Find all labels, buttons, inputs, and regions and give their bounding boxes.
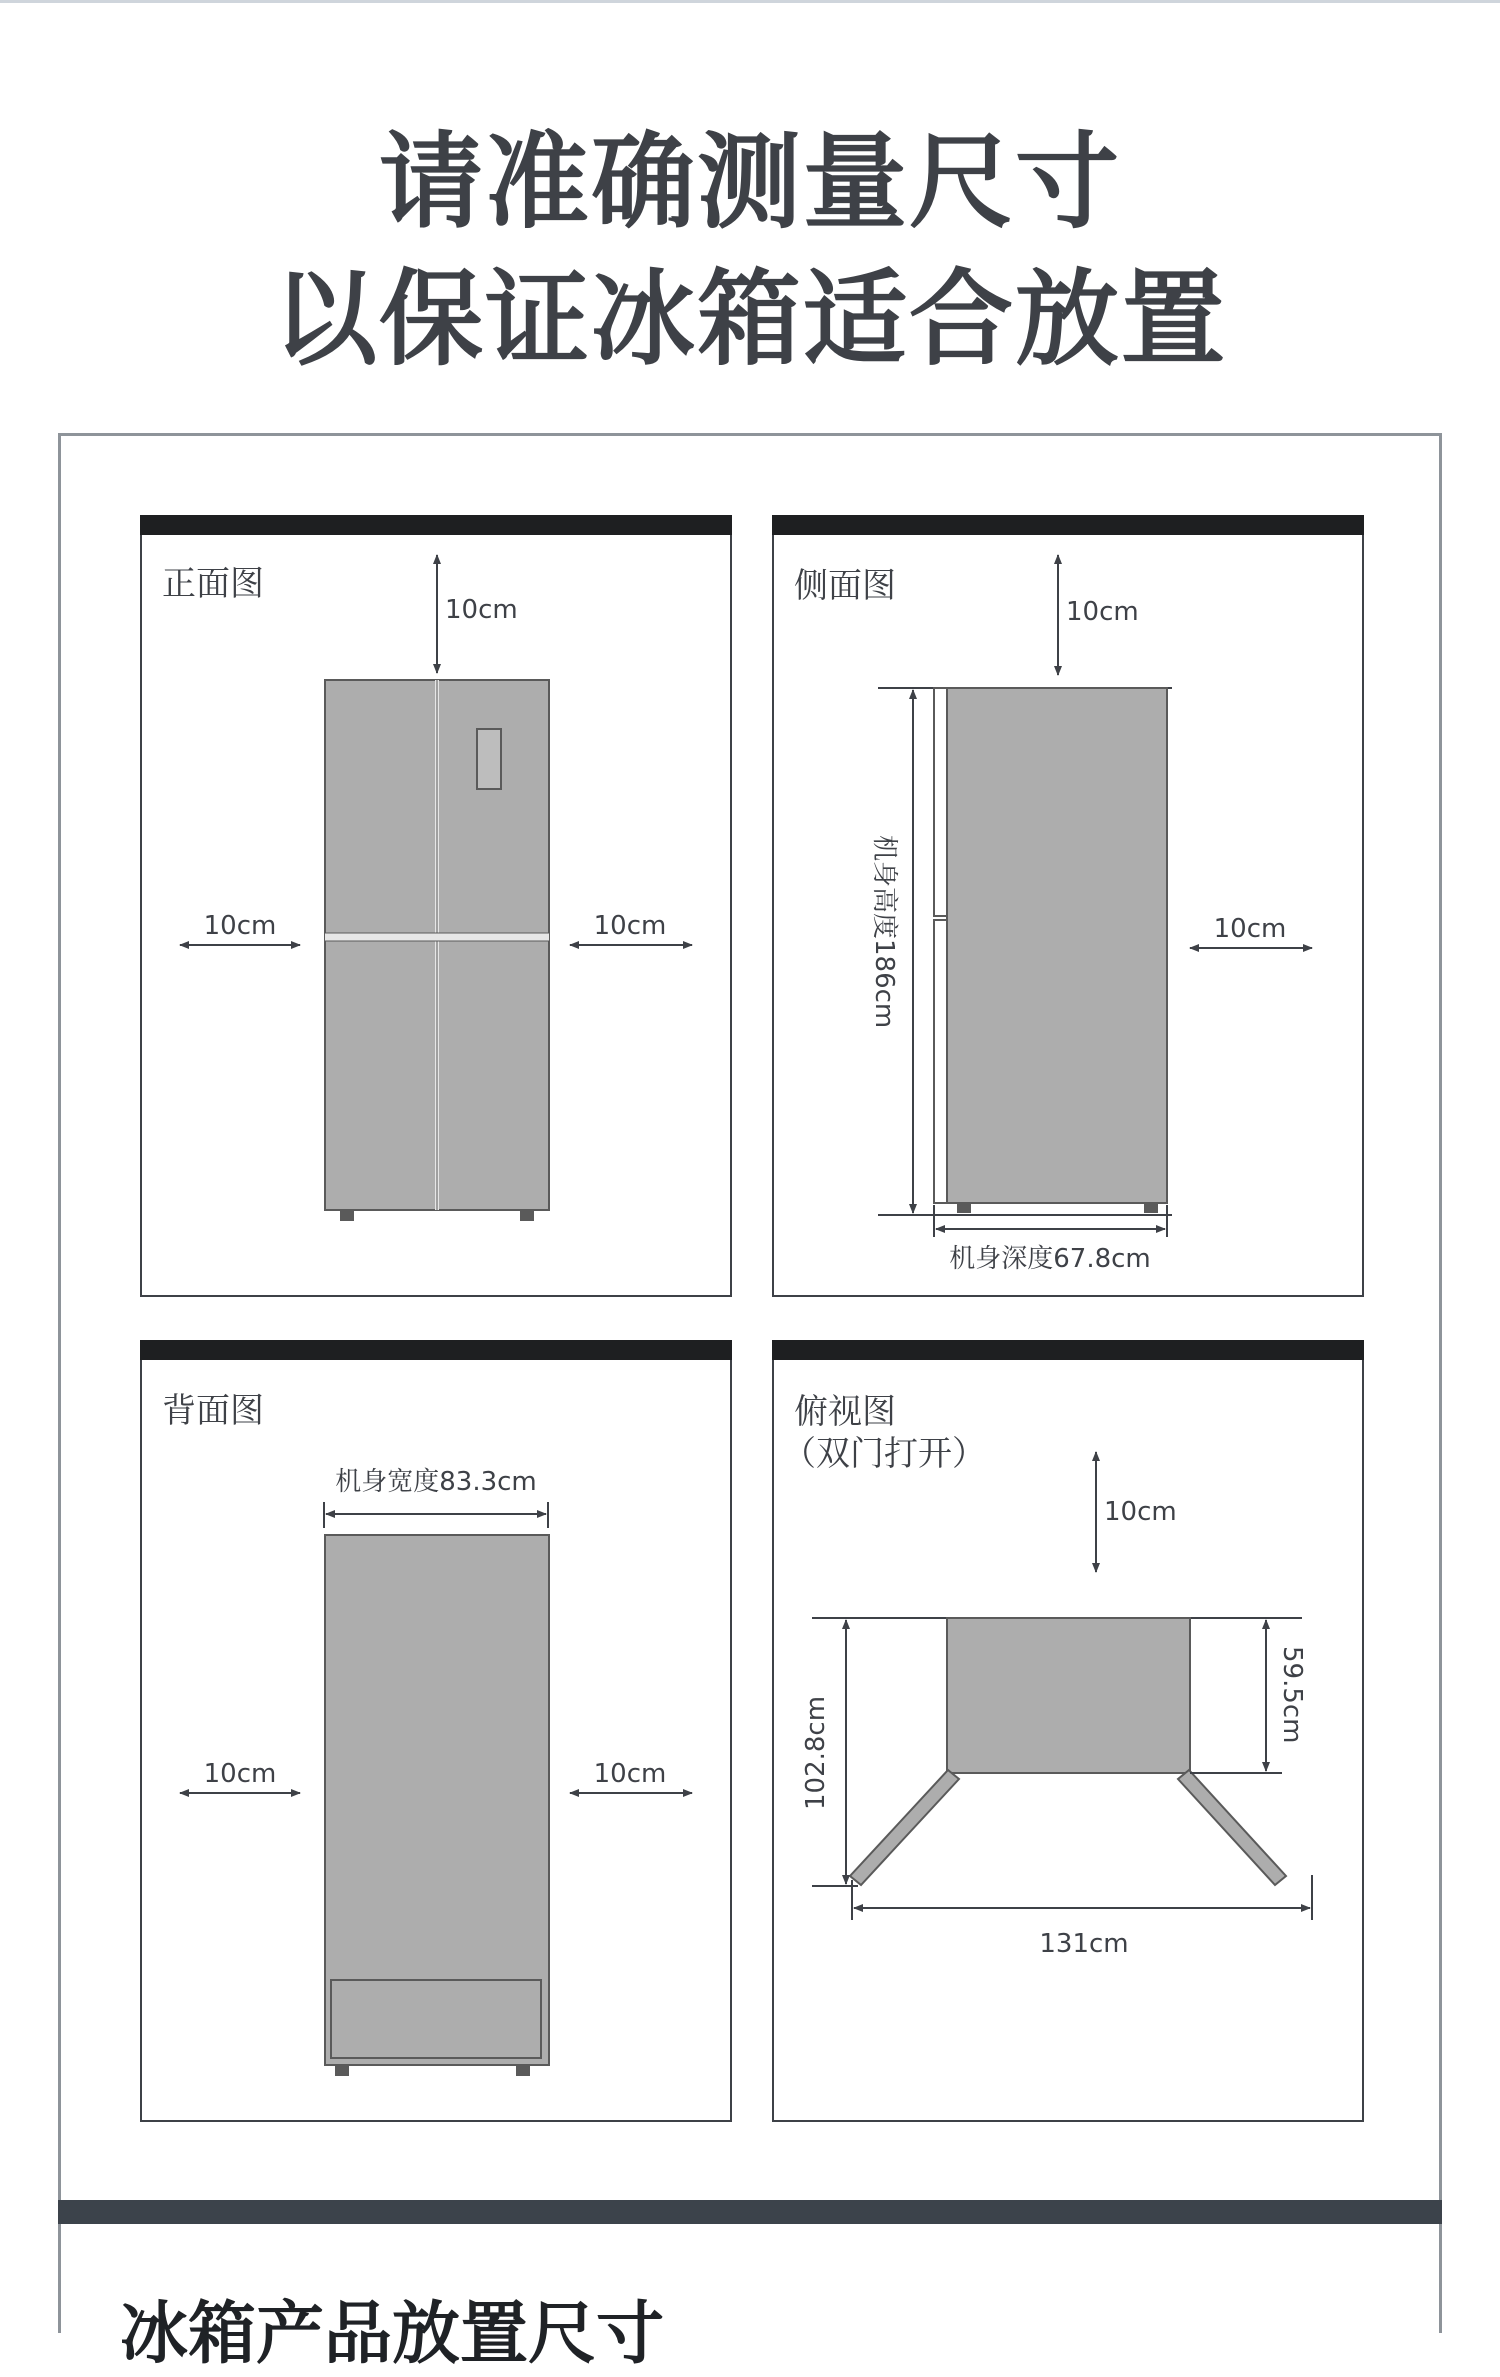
front-view-panel <box>140 515 732 1297</box>
foot-right <box>1144 1203 1158 1213</box>
top-open-depth-label: 102.8cm <box>801 1695 831 1810</box>
footer-title: 冰箱产品放置尺寸 <box>120 2295 665 2374</box>
front-right-gap-label: 10cm <box>593 911 667 941</box>
front-left-gap-label: 10cm <box>203 911 277 941</box>
panel-header-bar <box>140 515 732 535</box>
fridge-side <box>934 688 1167 1213</box>
front-top-gap-label: 10cm <box>445 595 518 625</box>
back-right-gap-label: 10cm <box>593 1759 667 1789</box>
foot-right <box>520 1210 534 1221</box>
side-top-gap-label: 10cm <box>1066 597 1139 627</box>
foot-left <box>957 1203 971 1213</box>
top-top-gap-label: 10cm <box>1104 1497 1177 1527</box>
back-width-label: 机身宽度83.3cm <box>335 1467 537 1497</box>
fridge-front <box>325 680 549 1221</box>
back-view-title: 背面图 <box>162 1391 264 1431</box>
side-right-gap-label: 10cm <box>1213 914 1287 944</box>
compressor-cover <box>331 1980 541 2058</box>
side-depth-label: 机身深度67.8cm <box>949 1244 1151 1274</box>
side-view-title: 侧面图 <box>794 566 896 606</box>
headline-line-2: 以保证冰箱适合放置 <box>272 258 1227 380</box>
top-open-width-label: 131cm <box>1039 1929 1129 1959</box>
side-height-label: 机身高度186cm <box>869 835 899 1029</box>
panel-header-bar <box>772 515 1364 535</box>
top-divider <box>0 0 1500 3</box>
top-view-title: 俯视图 <box>794 1392 896 1432</box>
foot-left <box>335 2065 349 2076</box>
top-view-subtitle: （双门打开） <box>782 1434 986 1474</box>
top-body-depth-label: 59.5cm <box>1277 1646 1307 1744</box>
panel-header-bar <box>140 1340 732 1360</box>
foot-right <box>516 2065 530 2076</box>
top-view-panel <box>772 1340 1364 2122</box>
panel-header-bar <box>772 1340 1364 1360</box>
fridge-back <box>325 1535 549 2076</box>
back-left-gap-label: 10cm <box>203 1759 277 1789</box>
back-view-panel <box>140 1340 732 2122</box>
front-view-title: 正面图 <box>162 564 264 604</box>
foot-left <box>340 1210 354 1221</box>
display-panel <box>477 729 501 789</box>
footer-bar <box>58 2200 1442 2224</box>
headline-line-1: 请准确测量尺寸 <box>378 121 1121 243</box>
side-view-panel <box>772 515 1364 1297</box>
